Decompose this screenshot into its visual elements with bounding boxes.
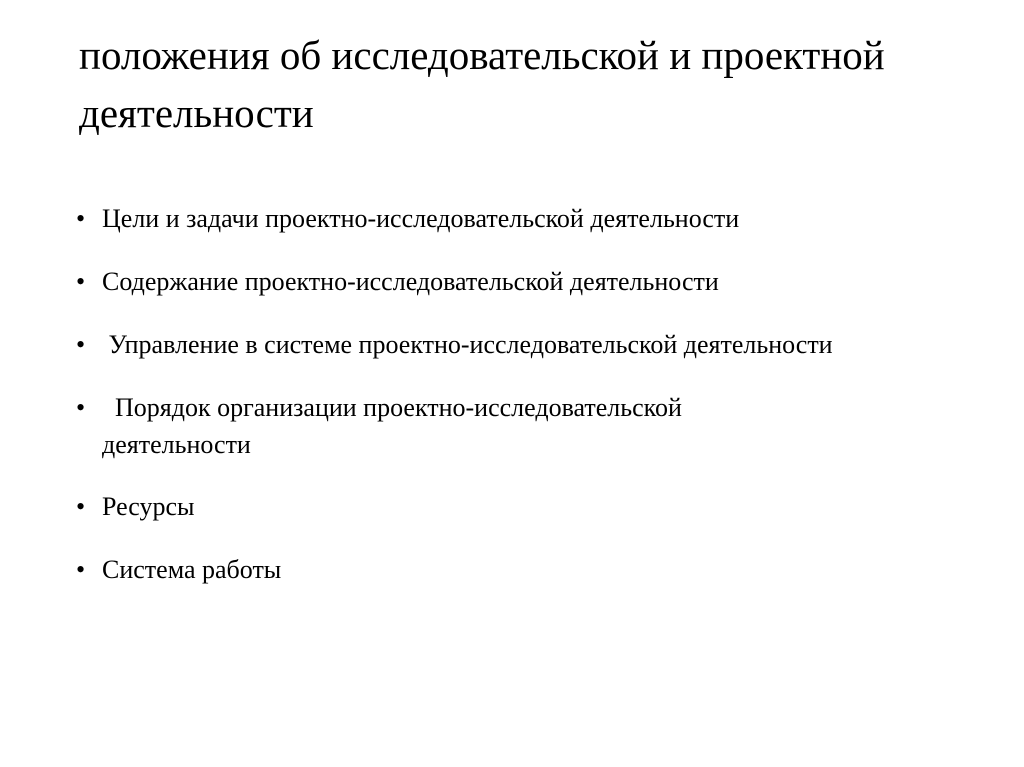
list-item — [76, 326, 976, 364]
bullet-icon: • — [76, 393, 86, 422]
bullet-icon: • — [76, 555, 86, 584]
list-item — [76, 551, 976, 589]
bullet-icon: • — [76, 492, 86, 521]
list-item-text: Цели и задачи проектно-исследовательской деятельности — [102, 204, 740, 233]
list-item-text: Порядок организации проектно-исследовательской деятельности — [102, 393, 689, 459]
list-item — [76, 488, 976, 526]
bullet-list — [76, 200, 976, 614]
list-item — [76, 200, 976, 238]
list-item-text: Ресурсы — [102, 492, 195, 521]
list-item-text: Управление в системе проектно-исследовательской деятельности — [102, 330, 833, 359]
list-item — [76, 389, 976, 463]
list-item — [76, 263, 976, 301]
list-item-text: Содержание проектно-исследовательской деятельности — [102, 267, 719, 296]
slide-title: положения об исследовательской и проектной деятельности — [79, 32, 885, 136]
bullet-icon: • — [76, 267, 86, 296]
bullet-icon: • — [76, 204, 86, 233]
bullet-icon: • — [76, 330, 86, 359]
list-item-text: Система работы — [102, 555, 282, 584]
